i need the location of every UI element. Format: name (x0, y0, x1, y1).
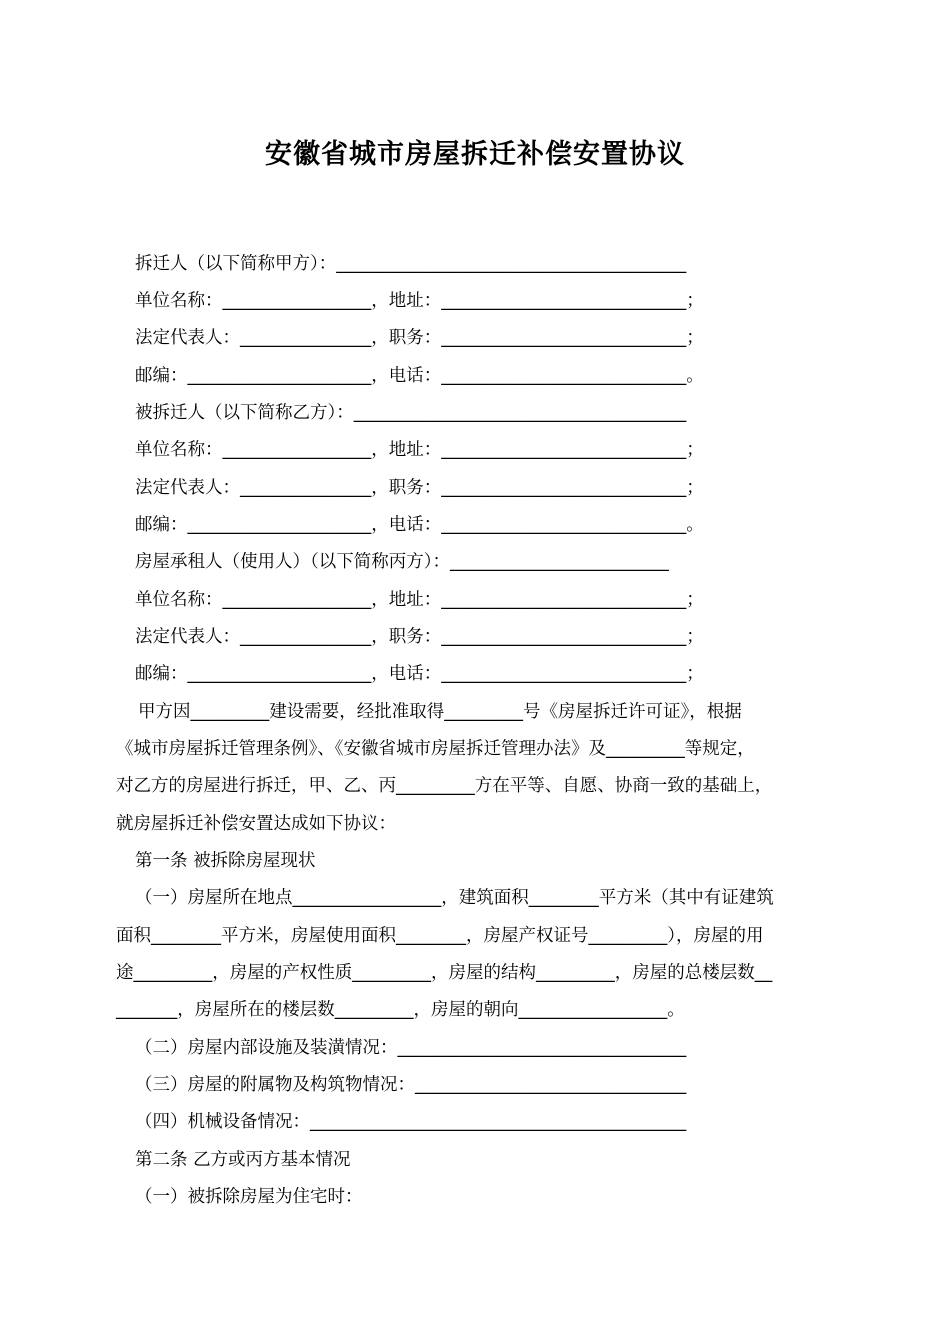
article-1-item-1-line-3: 途_________，房屋的产权性质_________，房屋的结构_________，房屋的总楼层数__ (116, 963, 773, 983)
preamble-line-2: 《城市房屋拆迁管理条例》、《安徽省城市房屋拆迁管理办法》及_________等规定， (116, 739, 755, 759)
article-1-item-1-line-4: _______，房屋所在的楼层数_________，房屋的朝向_________________。 (116, 1000, 685, 1020)
party-b-rep-line: 法定代表人：_______________，职务：____________________________； (135, 478, 704, 498)
article-1-item-1-line-1: （一）房屋所在地点_________________，建筑面积________平方米（其中有证建筑 (135, 888, 774, 908)
document-title: 安徽省城市房屋拆迁补偿安置协议 (265, 139, 685, 170)
article-1-item-1-line-2: 面积________平方米，房屋使用面积________，房屋产权证号_________），房屋的用 (116, 926, 764, 946)
party-c-postcode-line: 邮编：_____________________，电话：____________________________； (135, 664, 704, 684)
article-1-heading: 第一条 被拆除房屋现状 (135, 851, 316, 871)
article-2-heading: 第二条 乙方或丙方基本情况 (135, 1150, 351, 1170)
party-a-line: 拆迁人（以下简称甲方）：________________________________________ (135, 254, 687, 274)
article-2-item-1: （一）被拆除房屋为住宅时： (135, 1187, 363, 1207)
preamble-line-1: 甲方因_________建设需要，经批准取得_________号《房屋拆迁许可证》，根据 (138, 702, 742, 722)
article-1-item-2: （二）房屋内部设施及装潢情况：_________________________________ (135, 1038, 687, 1058)
party-c-line: 房屋承租人（使用人）（以下简称丙方）：_________________________ (135, 552, 669, 572)
party-b-line: 被拆迁人（以下简称乙方）：______________________________________ (135, 403, 687, 423)
party-b-postcode-line: 邮编：_____________________，电话：____________________________。 (135, 515, 704, 535)
preamble-line-3: 对乙方的房屋进行拆迁，甲、乙、丙_________方在平等、自愿、协商一致的基础上， (116, 776, 773, 796)
party-c-rep-line: 法定代表人：_______________，职务：____________________________； (135, 627, 704, 647)
party-a-postcode-line: 邮编：_____________________，电话：____________________________。 (135, 366, 704, 386)
article-1-item-4: （四）机械设备情况：___________________________________________ (135, 1112, 687, 1132)
article-1-item-3: （三）房屋的附属物及构筑物情况：_______________________________ (135, 1075, 687, 1095)
party-b-unit-line: 单位名称：_________________，地址：____________________________； (135, 440, 704, 460)
preamble-line-4: 就房屋拆迁补偿安置达成如下协议： (116, 814, 396, 834)
party-a-rep-line: 法定代表人：_______________，职务：____________________________； (135, 328, 704, 348)
party-c-unit-line: 单位名称：_________________，地址：____________________________； (135, 590, 704, 610)
party-a-unit-line: 单位名称：_________________，地址：____________________________； (135, 291, 704, 311)
